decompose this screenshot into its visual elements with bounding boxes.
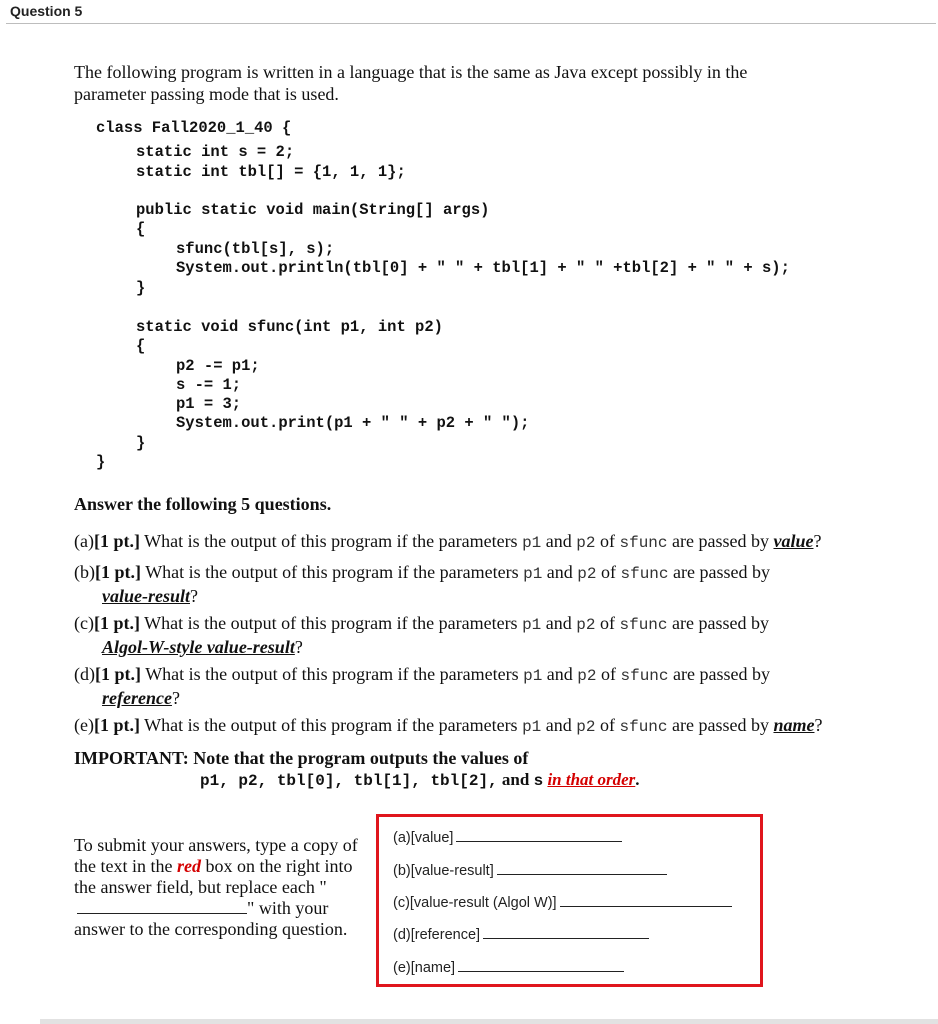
question-a: (a)[1 pt.] What is the output of this program if the parameters p1 and p2 of sfunc are passed by value? <box>74 531 822 552</box>
code-line: static int tbl[] = {1, 1, 1}; <box>136 163 406 181</box>
code-line: s -= 1; <box>176 376 242 394</box>
code-line: static void sfunc(int p1, int p2) <box>136 318 443 336</box>
code-line: System.out.println(tbl[0] + " " + tbl[1] + " " +tbl[2] + " " + s); <box>176 259 790 277</box>
code-line: p2 -= p1; <box>176 357 260 375</box>
code-line: } <box>96 453 106 471</box>
code-line: System.out.print(p1 + " " + p2 + " "); <box>176 414 530 432</box>
answer-template-box <box>376 814 763 987</box>
code-line: } <box>136 434 146 452</box>
code-line: { <box>136 220 146 238</box>
answer-line-c: (c)[value-result (Algol W)] <box>393 892 732 911</box>
code-line: public static void main(String[] args) <box>136 201 490 219</box>
submit-instructions: To submit your answers, type a copy of the text in the red box on the right into the answer field, but replace each "" with your answer to the corresponding question. <box>74 835 358 939</box>
mode-value: value <box>773 531 814 551</box>
code-line: static int s = 2; <box>136 143 295 161</box>
code-line: p1 = 3; <box>176 395 242 413</box>
mode-name: name <box>773 715 815 735</box>
footer-divider <box>40 1019 938 1024</box>
answer-line-a: (a)[value] <box>393 827 622 846</box>
code-line: { <box>136 337 146 355</box>
question-d: (d)[1 pt.] What is the output of this program if the parameters p1 and p2 of sfunc are passed by reference? <box>74 664 770 708</box>
question-b: (b)[1 pt.] What is the output of this program if the parameters p1 and p2 of sfunc are passed by value-result? <box>74 562 770 606</box>
question-c: (c)[1 pt.] What is the output of this program if the parameters p1 and p2 of sfunc are passed by Algol-W-style value-result? <box>74 613 769 657</box>
important-note: IMPORTANT: Note that the program outputs the values of <box>74 748 529 768</box>
question-e: (e)[1 pt.] What is the output of this program if the parameters p1 and p2 of sfunc are passed by name? <box>74 715 823 736</box>
header-divider <box>6 23 936 24</box>
answer-line-d: (d)[reference] <box>393 924 649 943</box>
question-header: Question 5 <box>10 3 83 19</box>
code-line: sfunc(tbl[s], s); <box>176 240 335 258</box>
code-line: class Fall2020_1_40 { <box>96 119 292 137</box>
answer-line-b: (b)[value-result] <box>393 860 667 879</box>
mode-reference: reference <box>102 688 172 708</box>
in-that-order: in that order <box>547 770 636 789</box>
mode-value-result: value-result <box>102 586 190 606</box>
important-vars: p1, p2, tbl[0], tbl[1], tbl[2], and s in that order. <box>200 770 640 790</box>
answer-heading: Answer the following 5 questions. <box>74 494 332 514</box>
mode-algol-w: Algol-W-style value-result <box>102 637 295 657</box>
intro-text: The following program is written in a language that is the same as Java except possibly in the parameter passing mode that is used. <box>74 62 748 104</box>
code-line: } <box>136 279 146 297</box>
answer-line-e: (e)[name] <box>393 957 624 976</box>
blank-line <box>77 899 247 914</box>
